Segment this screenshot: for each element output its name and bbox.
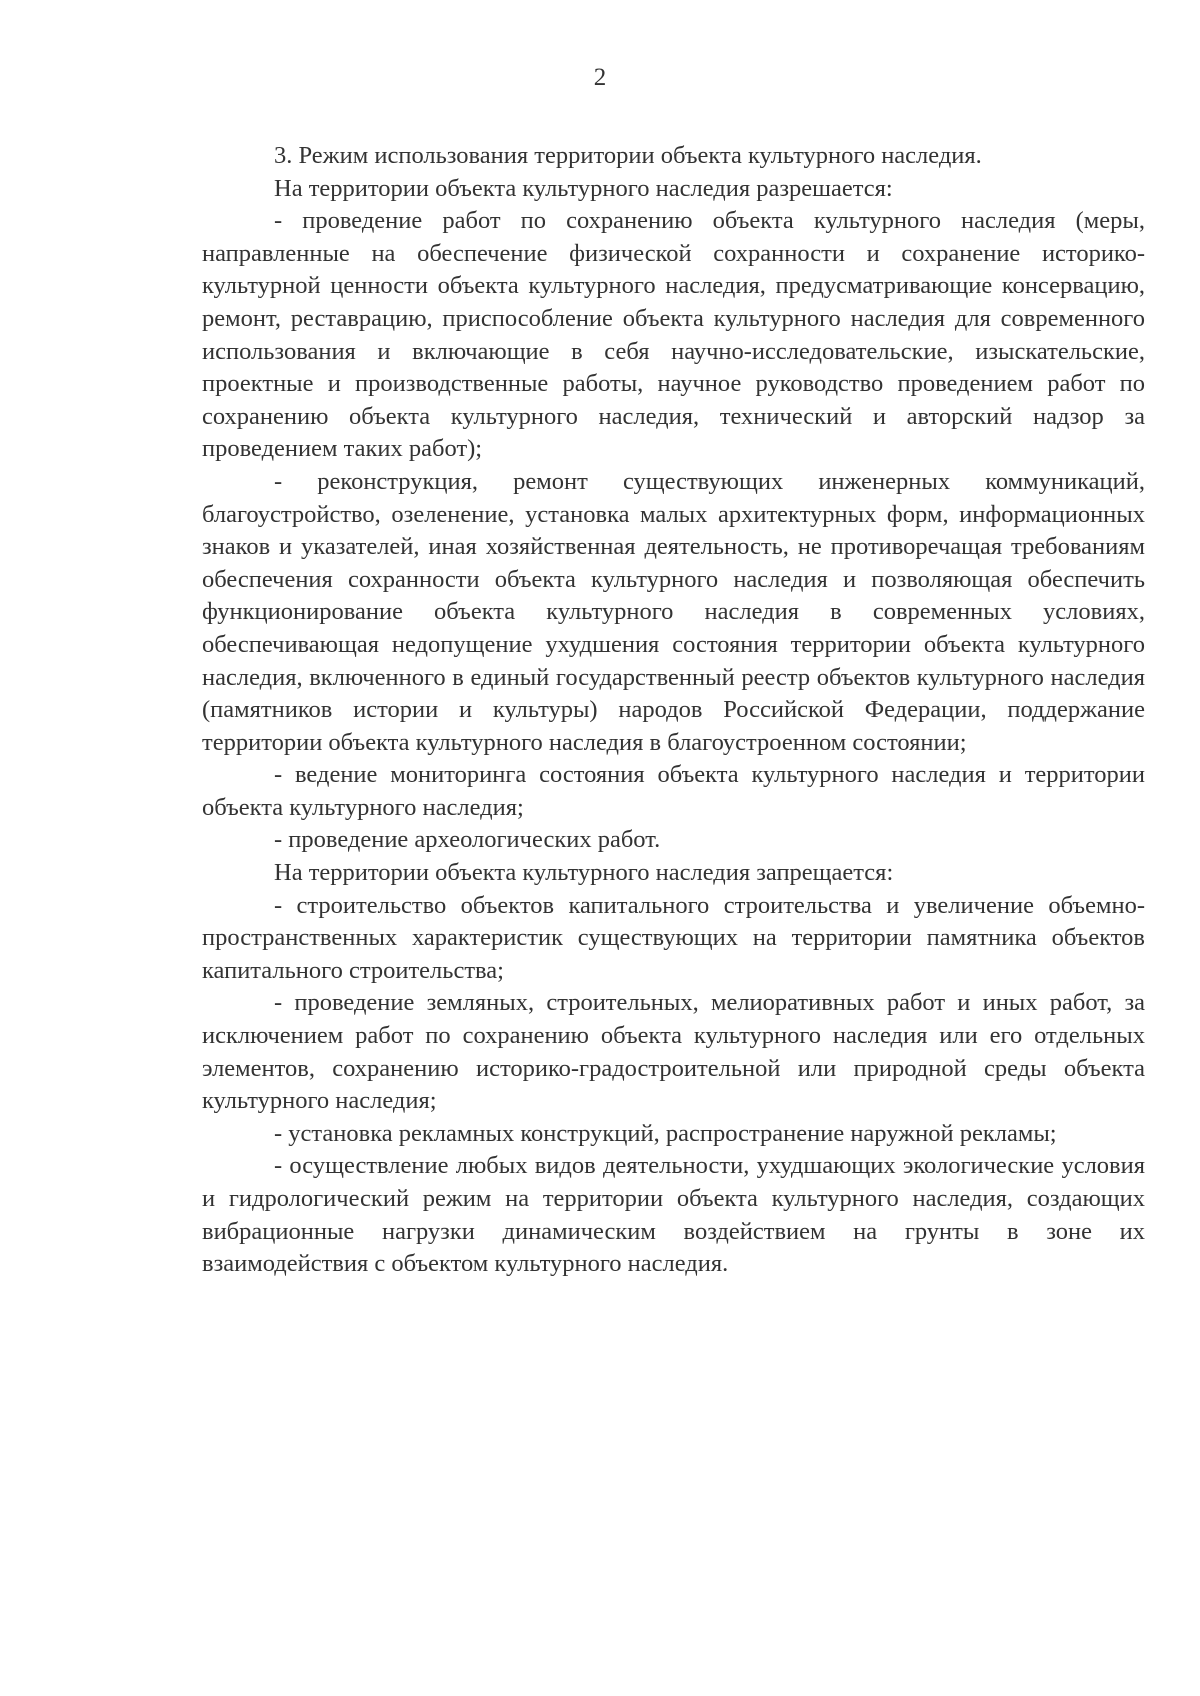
prohibited-item-construction: - строительство объектов капитального строительства и увеличение объемно-пространственных характеристик существующих на территории памятника объектов капитального строительства;: [202, 891, 1145, 984]
document-body: [202, 140, 1145, 1281]
prohibited-item-ecology: - осуществление любых видов деятельности, ухудшающих экологические условия и гидрологический режим на территории объекта культурного наследия, создающих вибрационные нагрузки динамическим воздействием на грунты в зоне их взаимодействия с объектом культурного наследия.: [202, 1152, 1145, 1278]
prohibited-intro: На территории объекта культурного наследия запрещается:: [274, 859, 894, 887]
permitted-item-monitoring: - ведение мониторинга состояния объекта культурного наследия и территории объекта культурного наследия;: [202, 761, 1145, 821]
permitted-item-reconstruction: - реконструкция, ремонт существующих инженерных коммуникаций, благоустройство, озеленение, установка малых архитектурных форм, информационных знаков и указателей, иная хозяйственная деятельность, не противоречащая требованиям обеспечения сохранности объекта культурного наследия и позволяющая обеспечить функционирование объекта культурного наследия в современных условиях, обеспечивающая недопущение ухудшения состояния территории объекта культурного наследия, включенного в единый государственный реестр объектов культурного наследия (памятников истории и культуры) народов Российской Федерации, поддержание территории объекта культурного наследия в благоустроенном состоянии;: [202, 467, 1145, 756]
prohibited-item-advertising: - установка рекламных конструкций, распространение наружной рекламы;: [274, 1119, 1057, 1147]
prohibited-item-earthworks: - проведение земляных, строительных, мелиоративных работ и иных работ, за исключением работ по сохранению объекта культурного наследия или его отдельных элементов, сохранению историко-градостроительной или природной среды объекта культурного наследия;: [202, 989, 1145, 1115]
permitted-item-archaeology: - проведение археологических работ.: [274, 826, 661, 854]
permitted-item-preservation-works: - проведение работ по сохранению объекта культурного наследия (меры, направленные на обеспечение физической сохранности и сохранение историко-культурной ценности объекта культурного наследия, предусматривающие консервацию, ремонт, реставрацию, приспособление объекта культурного наследия для современного использования и включающие в себя научно-исследовательские, изыскательские, проектные и производственные работы, научное руководство проведением работ по сохранению объекта культурного наследия, технический и авторский надзор за проведением таких работ);: [202, 207, 1145, 463]
section-heading: 3. Режим использования территории объекта культурного наследия.: [274, 142, 982, 169]
page-number: 2: [593, 64, 607, 91]
permitted-intro: На территории объекта культурного наследия разрешается:: [274, 174, 893, 202]
